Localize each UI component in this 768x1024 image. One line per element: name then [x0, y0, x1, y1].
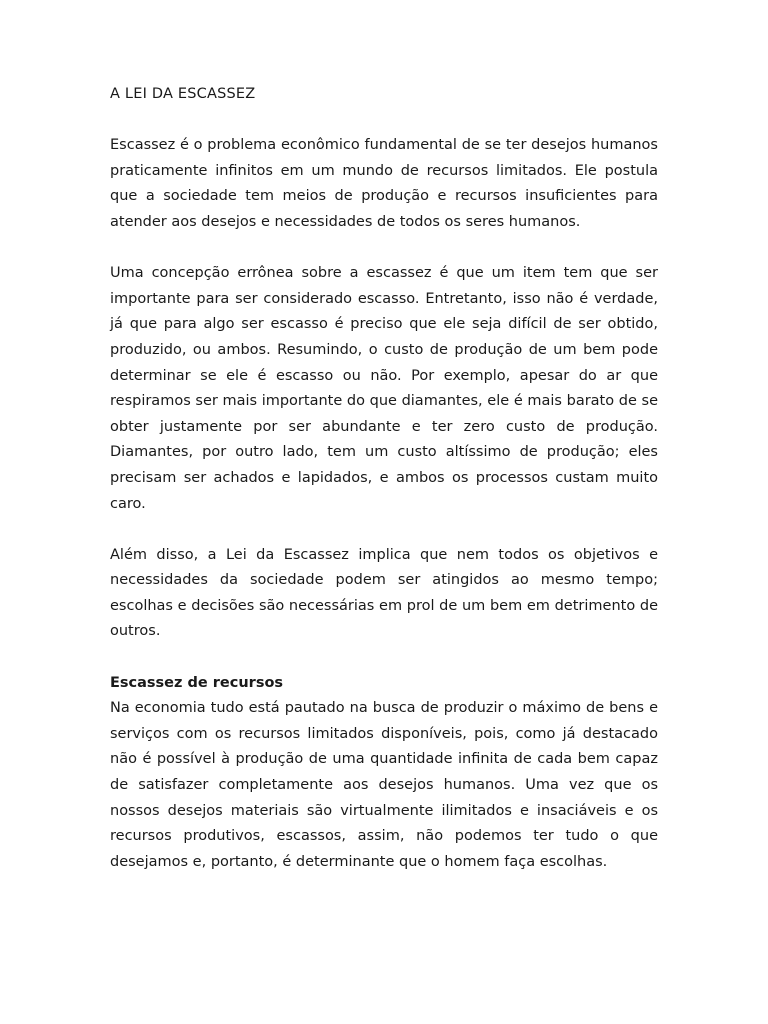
section-paragraph: Na economia tudo está pautado na busca de produzir o máximo de bens e serviços com os recursos limitados disponíveis, pois, como já destacado não é possível à produção de uma quantidade infinita de cada bem capaz de satisfazer completamente aos desejos humanos. Uma vez que os nossos desejos materiais são virtualmente ilimitados e insaciáveis e os recursos produtivos, escassos, assim, não podemos ter tudo o que desejamos e, portanto, é determinante que o homem faça escolhas.: [110, 700, 658, 870]
paragraph-implications: Além disso, a Lei da Escassez implica que nem todos os objetivos e necessidades da sociedade podem ser atingidos ao mesmo tempo; escolhas e decisões são necessárias em prol de um bem em detrimento de outros.: [110, 546, 658, 640]
document-page: [110, 82, 658, 875]
document-title: A LEI DA ESCASSEZ: [110, 86, 256, 102]
paragraph-definition: Escassez é o problema econômico fundamental de se ter desejos humanos praticamente infinitos em um mundo de recursos limitados. Ele postula que a sociedade tem meios de produção e recursos insuficientes para atender aos desejos e necessidades de todos os seres humanos.: [110, 137, 658, 230]
paragraph-misconception: Uma concepção errônea sobre a escassez é que um item tem que ser importante para ser considerado escasso. Entretanto, isso não é verdade, já que para algo ser escasso é preciso que ele seja difícil de ser obtido, produzido, ou ambos. Resumindo, o custo de produção de um bem pode determinar se ele é escasso ou não. Por exemplo, apesar do ar que respiramos ser mais importante do que diamantes, ele é mais barato de se obter justamente por ser abundante e ter zero custo de produção. Diamantes, por outro lado, tem um custo altíssimo de produção; eles precisam ser achados e lapidados, e ambos os processos custam muito caro.: [110, 265, 658, 512]
section-heading: Escassez de recursos: [110, 674, 284, 691]
